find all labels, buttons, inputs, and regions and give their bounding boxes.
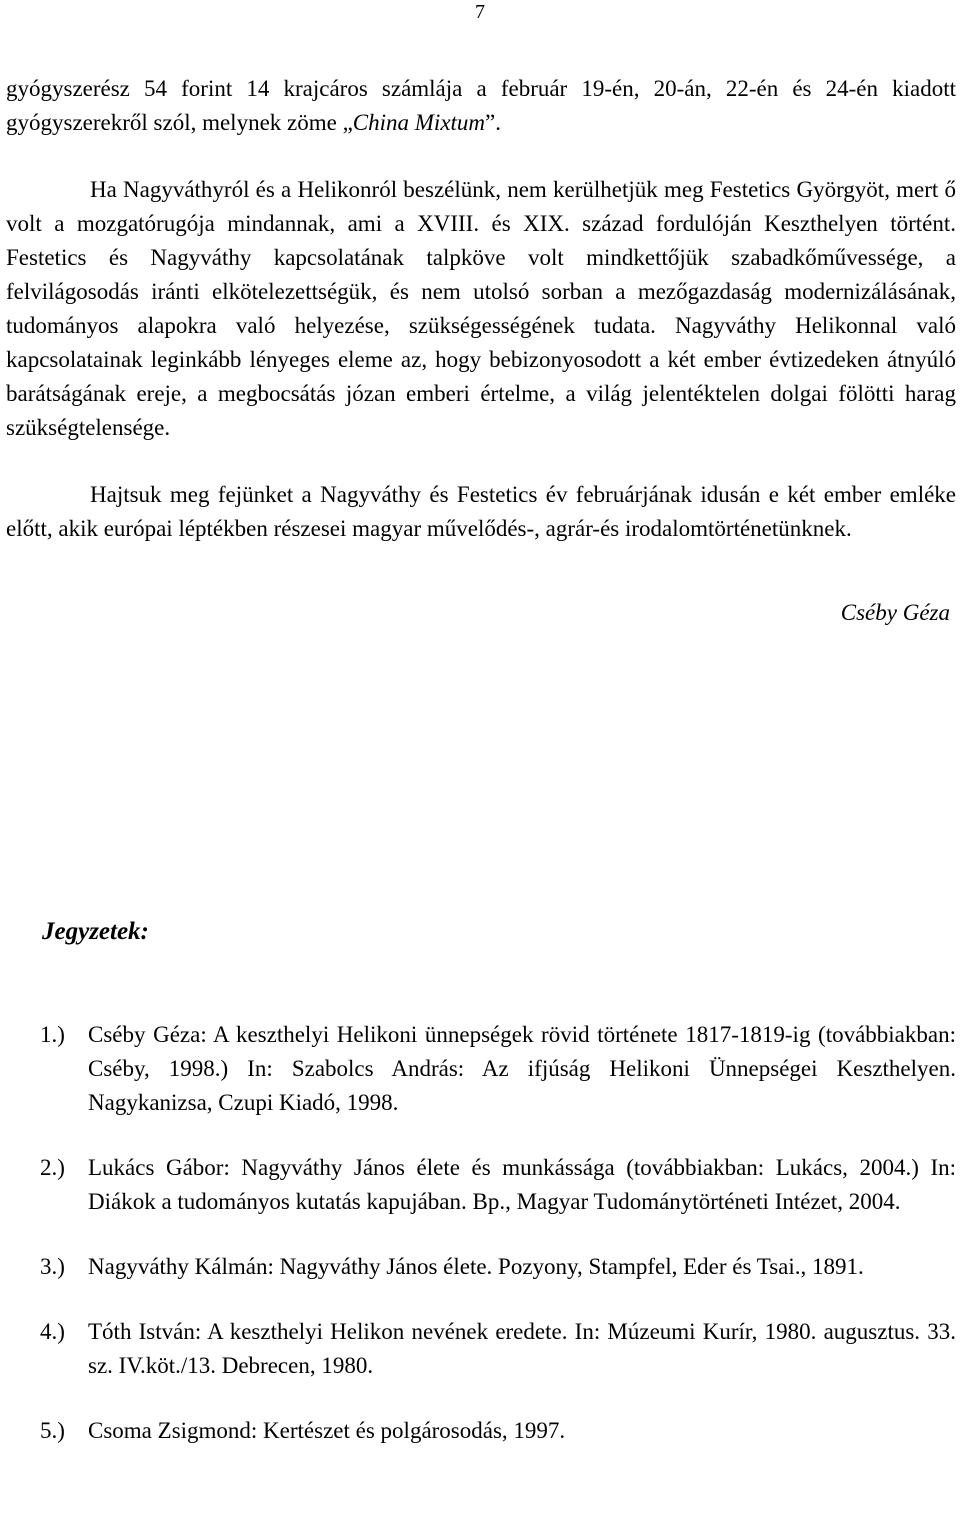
paragraph-gap	[6, 445, 956, 478]
note-number: 2.)	[40, 1155, 65, 1180]
note-text: Nagyváthy Kálmán: Nagyváthy János élete. Pozyony, Stampfel, Eder és Tsai., 1891.	[88, 1254, 864, 1279]
note-item	[40, 1315, 956, 1383]
page-number: 7	[475, 1, 485, 23]
emphasis-text: China Mixtum	[352, 110, 486, 135]
note-number: 1.)	[40, 1022, 65, 1047]
note-number: 4.)	[40, 1319, 65, 1344]
paragraph-closing: Hajtsuk meg fejünket a Nagyváthy és Festetics év februárjának idusán e két ember emléke előtt, akik európai léptékben részesei magyar művelődés-, agrár-és irodalomtörténetünknek.	[6, 482, 956, 541]
paragraph-gap	[6, 140, 956, 173]
note-text: Tóth István: A keszthelyi Helikon nevének eredete. In: Múzeumi Kurír, 1980. augusztus. 33. sz. IV.köt./13. Debrecen, 1980.	[88, 1319, 956, 1378]
note-text: Csoma Zsigmond: Kertészet és polgárosodás, 1997.	[88, 1418, 566, 1443]
paragraph-text-before: gyógyszerész 54 forint 14 krajcáros számlája a február 19-én, 20-án, 22-én és 24-én kiadott gyógyszerekről szól, melynek zöme „	[6, 76, 956, 135]
body-text	[6, 72, 956, 630]
notes-list	[40, 1018, 956, 1479]
notes-heading: Jegyzetek:	[42, 918, 149, 945]
note-number: 3.)	[40, 1254, 65, 1279]
note-item	[40, 1414, 956, 1448]
note-text: Lukács Gábor: Nagyváthy János élete és munkássága (továbbiakban: Lukács, 2004.) In: Diákok a tudományos kutatás kapujában. Bp., Magyar Tudománytörténeti Intézet, 2004.	[88, 1155, 956, 1214]
paragraph-text-after: ”.	[485, 110, 502, 135]
paragraph-continuation	[6, 72, 956, 140]
note-item	[40, 1151, 956, 1219]
note-item	[40, 1250, 956, 1284]
note-number: 5.)	[40, 1418, 65, 1443]
note-text: Cséby Géza: A keszthelyi Helikoni ünnepségek rövid története 1817-1819-ig (továbbiakban: Cséby, 1998.) In: Szabolcs András: Az ifjúság Helikoni Ünnepségei Keszthelyen. Nagykanizsa, Czupi Kiadó, 1998.	[88, 1022, 956, 1115]
paragraph-festetics: Ha Nagyváthyról és a Helikonról beszélünk, nem kerülhetjük meg Festetics Györgyöt, mert ő volt a mozgatórugója mindannak, ami a XVIII. és XIX. század fordulóján Keszthelyen történt. Festetics és Nagyváthy kapcsolatának talpköve volt mindkettőjük szabadkőművessége, a felvilágosodás iránti elkötelezettségük, és nem utolsó sorban a mezőgazdaság modernizálásának, tudományos alapokra való helyezése, szükségességének tudata. Nagyváthy Helikonnal való kapcsolatainak leginkább lényeges eleme az, hogy bebizonyosodott a két ember évtizedeken átnyúló barátságának ereje, a megbocsátás józan emberi értelme, a világ jelentéktelen dolgai fölötti harag szükségtelensége.	[6, 177, 956, 440]
author-signature: Cséby Géza	[840, 600, 950, 625]
note-item	[40, 1018, 956, 1120]
